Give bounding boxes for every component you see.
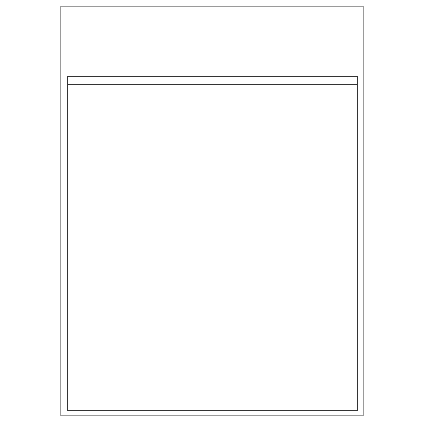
poster (60, 6, 364, 416)
poster-title (61, 7, 363, 11)
hazard-table (67, 76, 358, 411)
table-header (68, 77, 357, 85)
